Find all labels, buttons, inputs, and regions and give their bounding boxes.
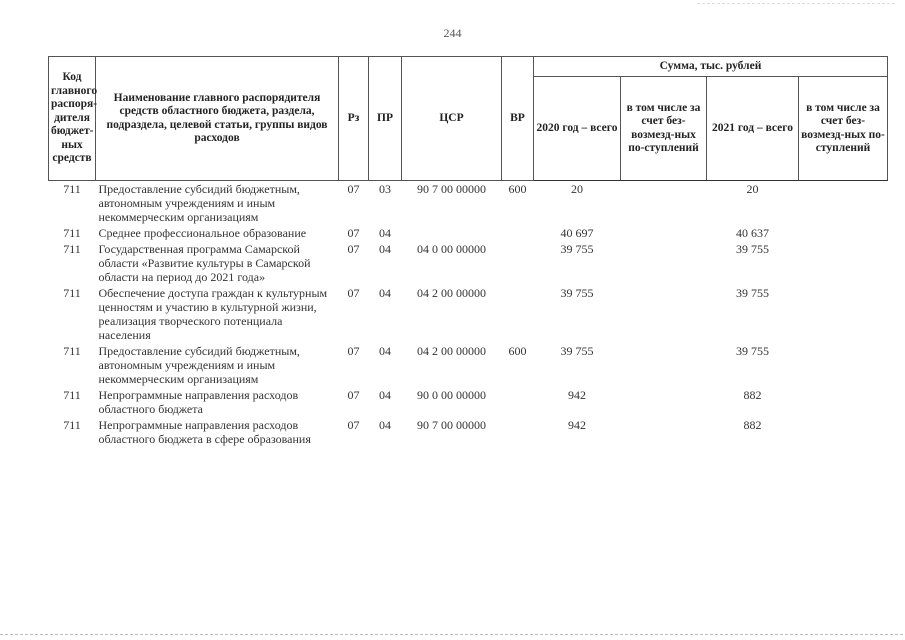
row-2020-total: 39 755: [560, 344, 594, 358]
row-csr: 90 0 00 00000: [417, 388, 486, 402]
row-2021-total: 39 755: [736, 286, 769, 300]
row-2021-total: 39 755: [736, 344, 769, 358]
row-pr: 04: [379, 242, 391, 256]
table-row: [49, 343, 888, 387]
row-2020-total: 39 755: [560, 286, 594, 300]
row-vr: [502, 225, 534, 241]
table-row: [49, 417, 888, 447]
header-sum: Сумма, тыс. рублей: [534, 57, 888, 77]
row-vr: 600: [508, 344, 527, 358]
row-pr: 03: [379, 182, 391, 196]
table-body: [49, 181, 888, 448]
row-2020-total: 20: [571, 182, 583, 196]
row-pr: 04: [379, 344, 391, 358]
table-row: [49, 181, 888, 226]
row-name: Среднее профессиональное образование: [98, 226, 307, 240]
header-rz: Рз: [339, 57, 369, 181]
row-rz: 07: [347, 388, 360, 402]
row-name: Государственная программа Самарской области «Развитие культуры в Самарской области на период до 2021 года»: [98, 242, 311, 284]
row-vr: 600: [508, 182, 527, 196]
row-name: Непрограммные направления расходов областного бюджета: [98, 388, 299, 416]
row-2021-free: [799, 417, 888, 447]
row-2020-free: [621, 241, 707, 285]
header-2020-free: в том числе за счет без-возмезд-ных по-ступлений: [621, 77, 707, 181]
table-row: [49, 387, 888, 417]
row-2020-total: 942: [568, 418, 586, 432]
row-2021-free: [799, 343, 888, 387]
row-2021-free: [799, 241, 888, 285]
row-2020-total: 39 755: [560, 242, 594, 256]
row-rz: 07: [347, 418, 360, 432]
row-vr: [502, 285, 534, 343]
row-2020-free: [621, 285, 707, 343]
page-number: 244: [443, 26, 462, 40]
table-row: [49, 285, 888, 343]
row-name: Предоставление субсидий бюджетным, автономным учреждениям и иным некоммерческим организациям: [98, 344, 300, 386]
header-2020-total: 2020 год – всего: [534, 77, 621, 181]
row-rz: 07: [347, 226, 360, 240]
scan-edge-bottom: [0, 634, 905, 635]
row-vr: [502, 241, 534, 285]
row-csr: 90 7 00 00000: [417, 182, 486, 196]
table-row: [49, 241, 888, 285]
row-name: Предоставление субсидий бюджетным, автономным учреждениям и иным некоммерческим организациям: [98, 182, 300, 224]
row-csr: 04 0 00 00000: [417, 242, 486, 256]
row-2021-free: [799, 181, 888, 226]
row-csr: 04 2 00 00000: [417, 344, 486, 358]
row-2020-total: 942: [568, 388, 586, 402]
row-code: 711: [63, 388, 81, 402]
table-header: [49, 57, 888, 181]
row-csr: 04 2 00 00000: [417, 286, 486, 300]
row-rz: 07: [347, 286, 360, 300]
header-code: Код главного распоря-дителя бюджет-ных средств: [49, 57, 96, 181]
row-csr: 90 7 00 00000: [417, 418, 486, 432]
row-code: 711: [63, 344, 81, 358]
row-2021-total: 39 755: [736, 242, 769, 256]
scan-edge-top: [697, 3, 897, 4]
row-2020-total: 40 697: [560, 226, 594, 240]
row-2020-free: [621, 181, 707, 226]
header-2021-free: в том числе за счет без-возмезд-ных по-ступлений: [799, 77, 888, 181]
row-2020-free: [621, 417, 707, 447]
row-2020-free: [621, 343, 707, 387]
row-code: 711: [63, 286, 81, 300]
row-code: 711: [63, 418, 81, 432]
row-name: Непрограммные направления расходов областного бюджета в сфере образования: [98, 418, 311, 446]
row-pr: 04: [379, 226, 391, 240]
budget-table: [48, 56, 888, 447]
row-2021-total: 40 637: [736, 226, 769, 240]
row-2020-free: [621, 387, 707, 417]
header-2021-total: 2021 год – всего: [707, 77, 799, 181]
header-vr: ВР: [502, 57, 534, 181]
row-pr: 04: [379, 286, 391, 300]
row-pr: 04: [379, 388, 391, 402]
row-code: 711: [63, 242, 81, 256]
table-row: [49, 225, 888, 241]
row-code: 711: [63, 226, 81, 240]
row-csr: [402, 225, 502, 241]
header-name: Наименование главного распорядителя средств областного бюджета, раздела, подраздела, целевой статьи, группы видов расходов: [96, 57, 339, 181]
row-code: 711: [63, 182, 81, 196]
row-rz: 07: [347, 242, 360, 256]
header-csr: ЦСР: [402, 57, 502, 181]
row-2021-free: [799, 225, 888, 241]
row-rz: 07: [347, 344, 360, 358]
row-2021-free: [799, 285, 888, 343]
row-2020-free: [621, 225, 707, 241]
row-2021-total: 20: [746, 182, 759, 196]
row-vr: [502, 387, 534, 417]
row-vr: [502, 417, 534, 447]
header-pr: ПР: [369, 57, 402, 181]
row-2021-total: 882: [743, 388, 762, 402]
row-name: Обеспечение доступа граждан к культурным ценностям и участию в культурной жизни, реализация творческого потенциала населения: [98, 286, 328, 342]
row-rz: 07: [347, 182, 360, 196]
row-2021-free: [799, 387, 888, 417]
row-2021-total: 882: [743, 418, 762, 432]
row-pr: 04: [379, 418, 391, 432]
